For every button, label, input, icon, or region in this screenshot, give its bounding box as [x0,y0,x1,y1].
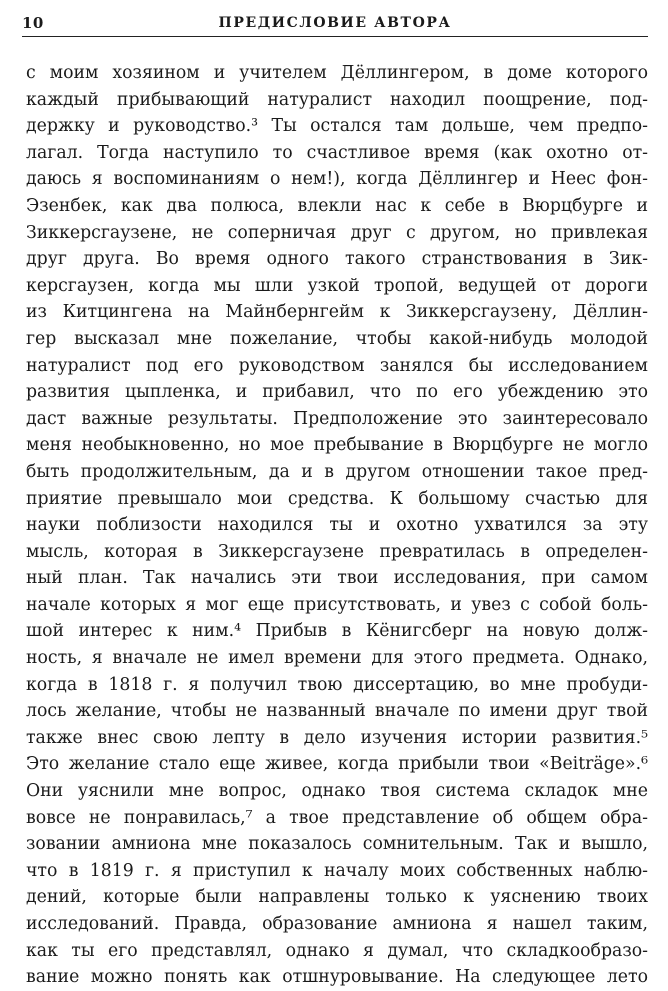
text-line: меня необыкновенно, но мое пребывание в Вюрцбурге не могло [26,435,648,456]
text-line: каждый прибывающий натуралист находил поощрение, под- [26,89,648,110]
text-line: мысль, которая в Зиккерсгаузене превратилась в определен- [26,541,648,562]
text-line: Это желание стало еще живее, когда прибыли твои «Beiträge».⁶ [26,754,648,775]
page-header [22,14,648,34]
text-line: развития цыпленка, и прибавил, что по его убеждению это [26,382,648,403]
text-line: быть продолжительным, да и в другом отношении такое пред- [26,461,648,482]
text-line: друг друга. Во время одного такого странствования в Зик- [26,249,648,270]
text-line: керсгаузен, когда мы шли узкой тропой, ведущей от дороги [26,275,648,296]
text-line: дений, которые были направлены только к уяснению твоих [26,887,648,908]
text-line: даст важные результаты. Предположение это заинтересовало [26,408,648,429]
text-line: вание можно понять как отшнуровывание. На следующее лето [26,967,648,988]
text-line: ный план. Так начались эти твои исследования, при самом [26,568,648,589]
text-line: как ты его представлял, однако я думал, что складкообразо- [26,940,648,961]
page-number: 10 [22,14,44,32]
text-line: вовсе не понравилась,⁷ а твое представление об общем обра- [26,807,648,828]
text-line: натуралист под его руководством занялся бы исследованием [26,355,648,376]
text-line: Они уяснили мне вопрос, однако твоя система складок мне [26,781,648,802]
text-line: также внес свою лепту в дело изучения истории развития.⁵ [26,727,648,748]
text-line: ность, я вначале не имел времени для этого предмета. Однако, [26,648,648,669]
running-head: ПРЕДИСЛОВИЕ АВТОРА [218,15,452,31]
text-line: науки поблизости находился ты и охотно ухватился за эту [26,515,648,536]
text-line: лось желание, чтобы не названный вначале по имени друг твой [26,701,648,722]
text-line: гер высказал мне пожелание, чтобы какой-нибудь молодой [26,328,648,349]
text-line: шой интерес к ним.⁴ Прибыв в Кёнигсберг на новую долж- [26,621,648,642]
text-line: приятие превышало мои средства. К большому счастью для [26,488,648,509]
text-line: исследований. Правда, образование амниона я нашел таким, [26,914,648,934]
text-line: с моим хозяином и учителем Дёллингером, в доме которого [26,63,648,83]
text-line: начале которых я мог еще присутствовать, и увез с собой боль- [26,594,648,615]
text-line: зовании амниона мне показалось сомнительным. Так и вышло, [26,834,648,855]
text-line: Зиккерсгаузене, не соперничая друг с другом, но привлекая [26,222,648,243]
text-line: Эзенбек, как два полюса, влекли нас к себе в Вюрцбурге и [26,195,648,216]
text-line: держку и руководство.³ Ты остался там дольше, чем предпо- [26,116,648,137]
header-rule [22,36,648,37]
text-line: лагал. Тогда наступило то счастливое время (как охотно от- [26,142,648,163]
text-line: даюсь я воспоминаниям о нем!), когда Дёллингер и Неес фон- [26,169,648,190]
body-text [26,60,648,991]
text-line: из Китцингена на Майнбернгейм к Зиккерсгаузену, Дёллин- [26,302,648,323]
text-line: что в 1819 г. я приступил к началу моих собственных наблю- [26,860,648,881]
text-line: когда в 1818 г. я получил твою диссертацию, во мне пробуди- [26,674,648,695]
